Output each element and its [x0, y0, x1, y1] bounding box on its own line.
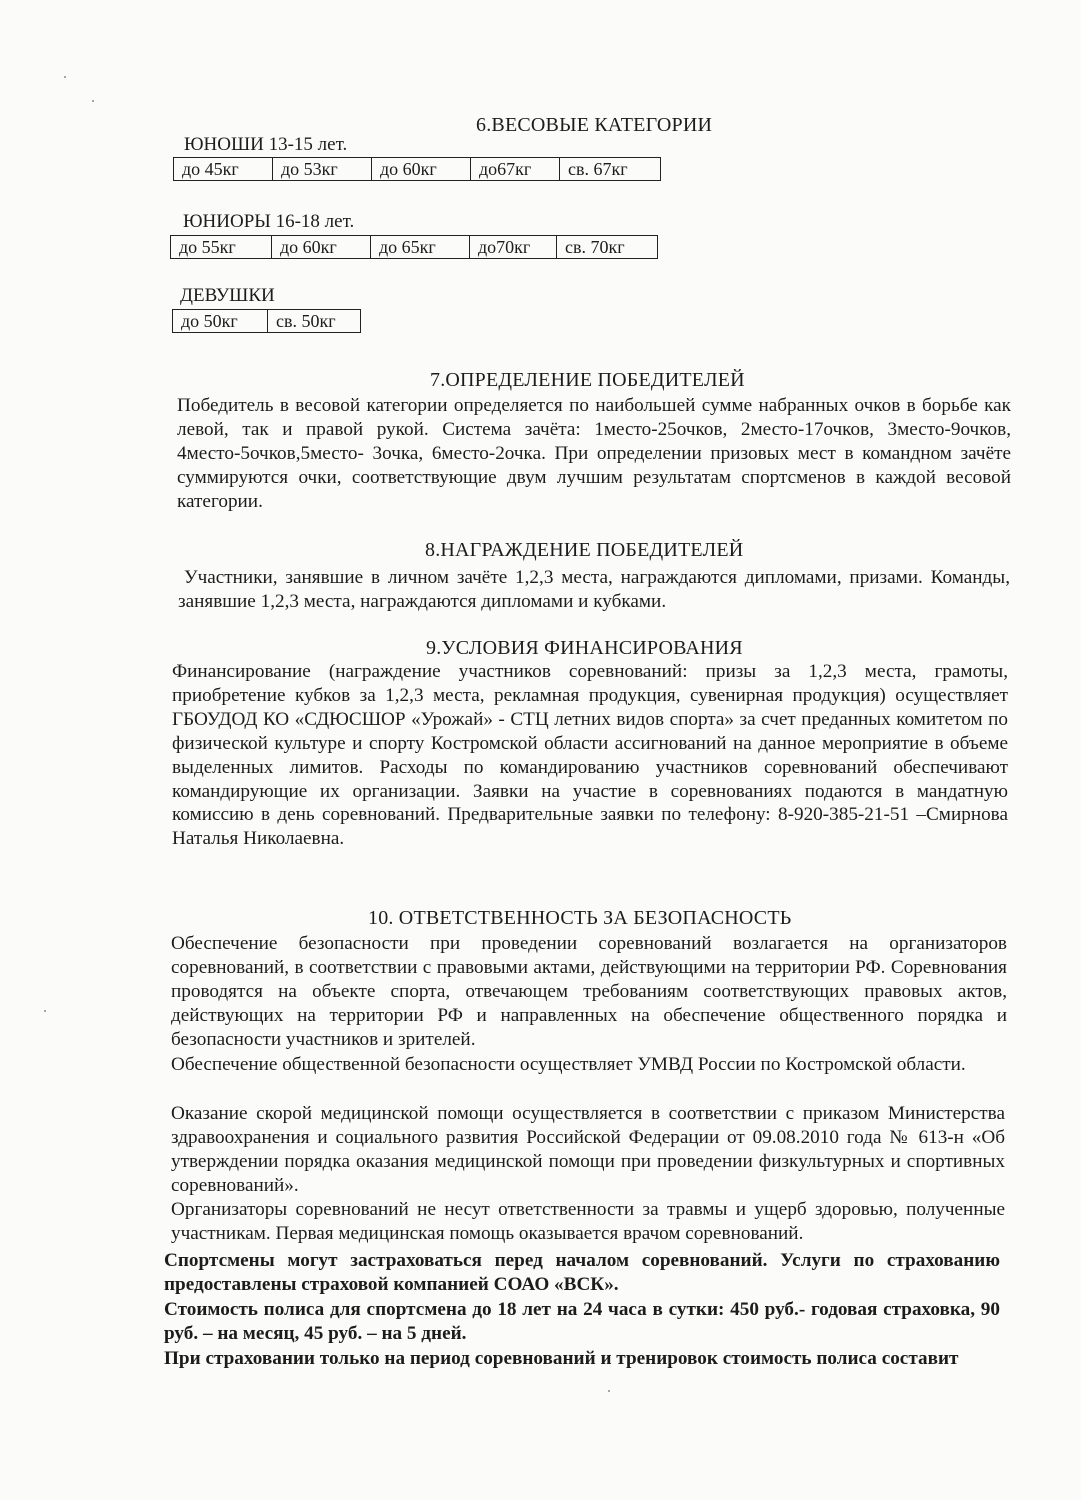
section-10-paragraph-4: Организаторы соревнований не несут ответственности за травмы и ущерб здоровью, полученные участникам. Первая медицинская помощь оказывается врачом соревнований. [171, 1199, 1005, 1244]
scan-speck [92, 100, 94, 102]
girls-label: ДЕВУШКИ [180, 285, 275, 306]
weight-cell: до 60кг [372, 158, 471, 181]
section-10-title: 10. ОТВЕТСТВЕННОСТЬ ЗА БЕЗОПАСНОСТЬ [368, 907, 792, 929]
table-row [171, 236, 658, 259]
weight-cell: до 45кг [174, 158, 273, 181]
insurance-period-cost: При страховании только на период соревнований и тренировок стоимость полиса составит [164, 1348, 959, 1369]
weight-cell: св. 70кг [557, 236, 658, 259]
juniors-age-label: ЮНИОРЫ 16-18 лет. [183, 211, 355, 232]
weight-cell: св. 67кг [560, 158, 661, 181]
weight-cell: до 50кг [173, 310, 268, 333]
weight-cell: до67кг [471, 158, 560, 181]
weight-cell: до 53кг [273, 158, 372, 181]
scan-speck [44, 1010, 46, 1012]
weight-cell: до 55кг [171, 236, 272, 259]
section-8-title: 8.НАГРАЖДЕНИЕ ПОБЕДИТЕЛЕЙ [425, 539, 744, 561]
section-10-paragraph-2: Обеспечение общественной безопасности осуществляет УМВД России по Костромской области. [171, 1054, 966, 1075]
section-10-paragraph-1: Обеспечение безопасности при проведении соревнований возлагается на организаторов соревнований, в соответствии с правовыми актами, действующими на территории РФ. Соревнования проводятся на объекте спорта, отвечающем требованиям соответствующих правовых актов, действующих на территории РФ и направленных на обеспечение общественного порядка и безопасности участников и зрителей. [171, 933, 1007, 1050]
section-10-paragraph-3: Оказание скорой медицинской помощи осуществляется в соответствии с приказом Министерства здравоохранения и социального развития Российской Федерации от 09.08.2010 года № 613-н «Об утверждении порядка оказания медицинской помощи при проведении физкультурных и спортивных соревнований». [171, 1103, 1005, 1196]
weight-cell: до 60кг [272, 236, 371, 259]
boys-weight-table [173, 157, 661, 181]
insurance-note: Спортсмены могут застраховаться перед началом соревнований. Услуги по страхованию предоставлены страховой компанией СОАО «ВСК». [164, 1250, 1000, 1295]
weight-cell: до70кг [470, 236, 557, 259]
section-9-title: 9.УСЛОВИЯ ФИНАНСИРОВАНИЯ [426, 637, 743, 659]
insurance-cost: Стоимость полиса для спортсмена до 18 лет на 24 часа в сутки: 450 руб.- годовая страховка, 90 руб. – на месяц, 45 руб. – на 5 дней. [164, 1299, 1000, 1344]
section-6-title: 6.ВЕСОВЫЕ КАТЕГОРИИ [476, 114, 713, 136]
table-row [173, 310, 361, 333]
table-row [174, 158, 661, 181]
scan-speck [64, 76, 66, 78]
juniors-weight-table [170, 235, 658, 259]
section-9-text: Финансирование (награждение участников соревнований: призы за 1,2,3 места, грамоты, приобретение кубков за 1,2,3 места, рекламная продукция, сувенирная продукция) осуществляет ГБОУДОД КО «СДЮСШОР «Урожай» - СТЦ летних видов спорта» за счет преданных комитетом по физической культуре и спорту Костромской области ассигнований на данное мероприятие в объеме выделенных лимитов. Расходы по командированию участников соревнований обеспечивают командирующие их организации. Заявки на участие в соревнованиях подаются в мандатную комиссию в день соревнований. Предварительные заявки по телефону: 8-920-385-21-51 –Смирнова Наталья Николаевна. [172, 661, 1008, 850]
weight-cell: до 65кг [371, 236, 470, 259]
section-8-text: Участники, занявшие в личном зачёте 1,2,3 места, награждаются дипломами, призами. Команды, занявшие 1,2,3 места, награждаются дипломами и кубками. [178, 567, 1010, 612]
section-7-title: 7.ОПРЕДЕЛЕНИЕ ПОБЕДИТЕЛЕЙ [430, 369, 745, 391]
girls-weight-table [172, 309, 361, 333]
boys-age-label: ЮНОШИ 13-15 лет. [184, 134, 348, 155]
scan-speck [608, 1390, 610, 1392]
weight-cell: св. 50кг [268, 310, 361, 333]
section-7-text: Победитель в весовой категории определяется по наибольшей сумме набранных очков в борьбе как левой, так и правой рукой. Система зачёта: 1место-25очков, 2место-17очков, 3место-9очков, 4место-5очков,5место- 3очка, 6место-2очка. При определении призовых мест в командном зачёте суммируются очки, соответствующие двум лучшим результатам спортсменов в каждой весовой категории. [177, 395, 1011, 512]
